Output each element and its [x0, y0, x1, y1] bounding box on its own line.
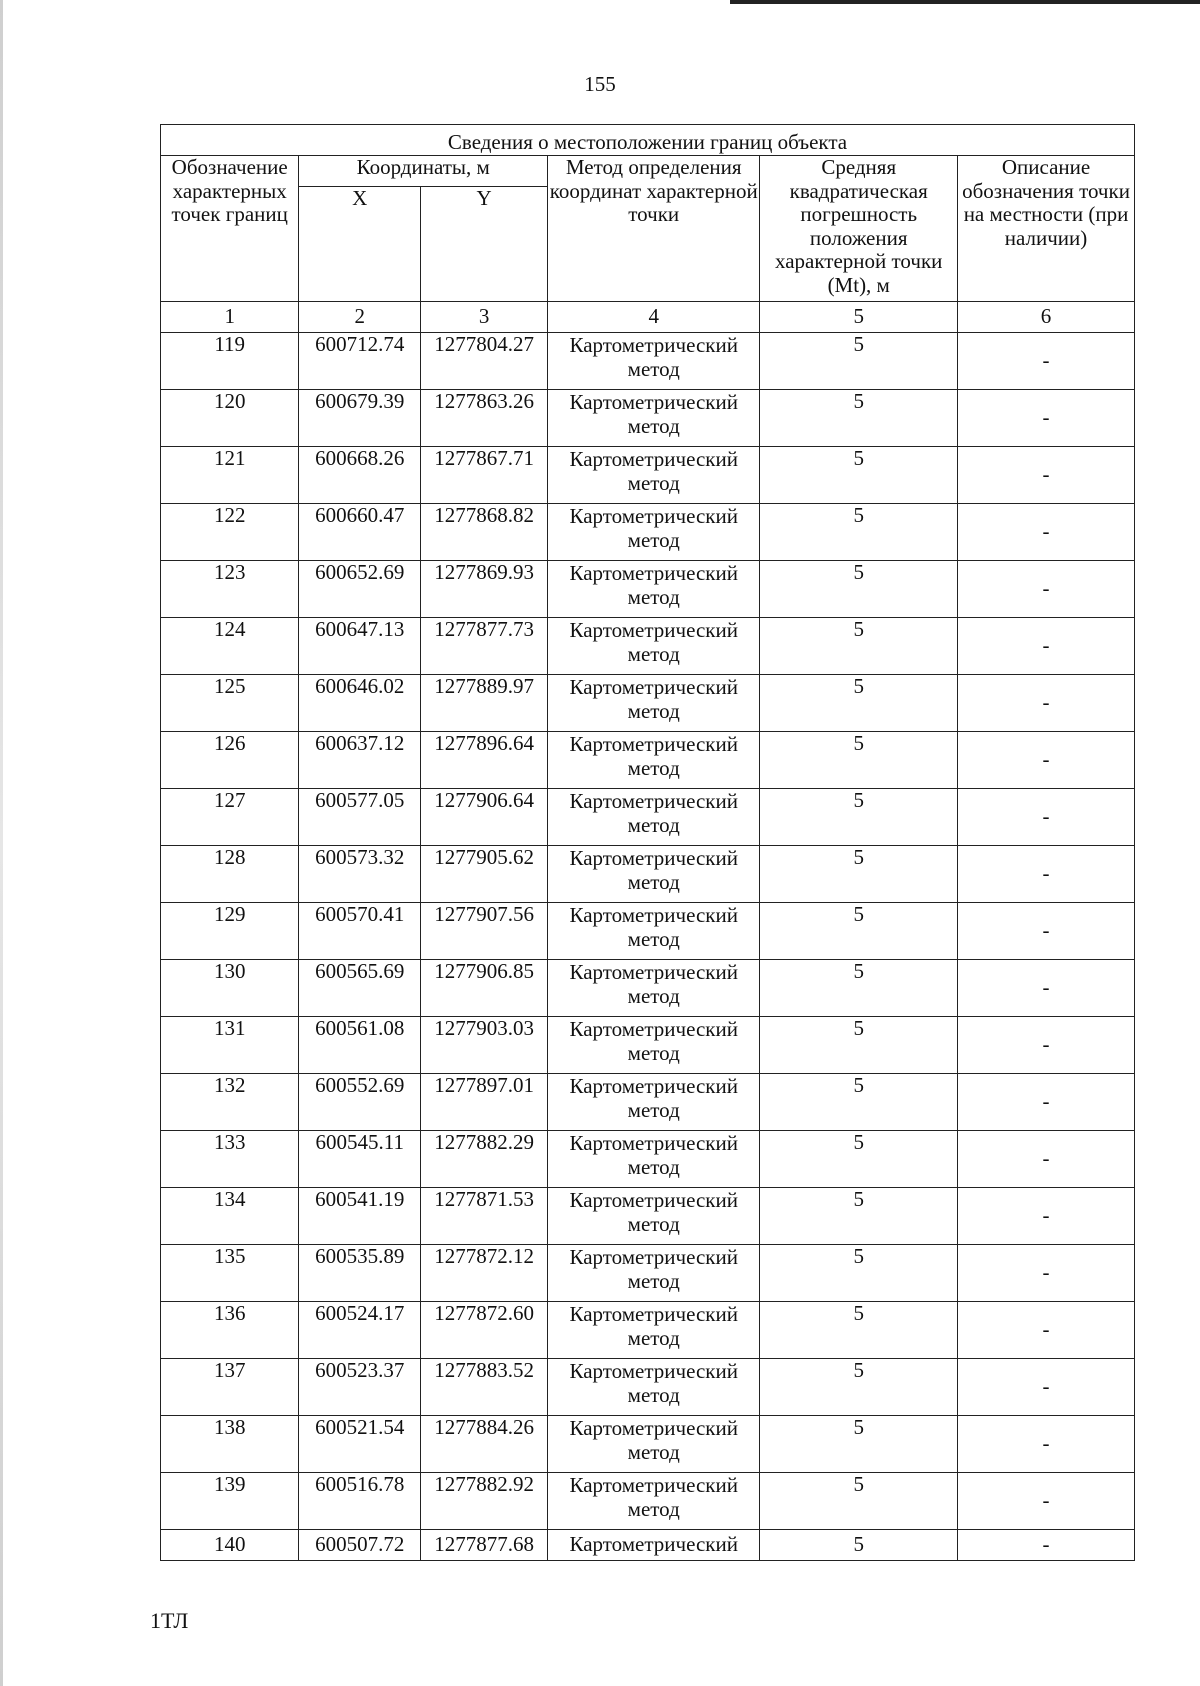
- cell-x: 600523.37: [299, 1359, 421, 1416]
- page-number: 155: [584, 72, 616, 96]
- cell-method: Картометрический метод: [548, 1131, 760, 1188]
- cell-x: 600545.11: [299, 1131, 421, 1188]
- cell-method: Картометрический метод: [548, 960, 760, 1017]
- table-row: [161, 675, 1135, 732]
- cell-y: 1277877.73: [421, 618, 548, 675]
- table-row: [161, 732, 1135, 789]
- cell-method: Картометрический метод: [548, 561, 760, 618]
- cell-description: -: [958, 1131, 1135, 1188]
- cell-y: 1277882.92: [421, 1473, 548, 1530]
- table-row-last: [161, 1530, 1135, 1561]
- table-row: [161, 1074, 1135, 1131]
- column-number-3: 3: [421, 302, 548, 333]
- cell-y: 1277872.12: [421, 1245, 548, 1302]
- cell-description: -: [958, 1074, 1135, 1131]
- cell-method: Картометрический метод: [548, 1017, 760, 1074]
- cell-point: 121: [161, 447, 299, 504]
- cell-x: 600679.39: [299, 390, 421, 447]
- cell-error: 5: [760, 1017, 958, 1074]
- cell-point: 120: [161, 390, 299, 447]
- cell-point: 135: [161, 1245, 299, 1302]
- table-row: [161, 618, 1135, 675]
- table-row: [161, 1416, 1135, 1473]
- cell-x: 600660.47: [299, 504, 421, 561]
- cell-x: 600573.32: [299, 846, 421, 903]
- cell-y: 1277884.26: [421, 1416, 548, 1473]
- table-row: [161, 333, 1135, 390]
- cell-error: 5: [760, 675, 958, 732]
- table-row: [161, 960, 1135, 1017]
- cell-method: Картометрический метод: [548, 1473, 760, 1530]
- column-number-6: 6: [958, 302, 1135, 333]
- cell-y: 1277863.26: [421, 390, 548, 447]
- cell-y: 1277868.82: [421, 504, 548, 561]
- cell-y: 1277889.97: [421, 675, 548, 732]
- cell-error: 5: [760, 1302, 958, 1359]
- table-row: [161, 789, 1135, 846]
- cell-description: -: [958, 1188, 1135, 1245]
- footer-mark: 1ТЛ: [150, 1608, 189, 1633]
- cell-y: 1277871.53: [421, 1188, 548, 1245]
- cell-description: -: [958, 789, 1135, 846]
- cell-x: 600561.08: [299, 1017, 421, 1074]
- cell-y: 1277905.62: [421, 846, 548, 903]
- boundary-coordinates-table: [160, 124, 1135, 1561]
- cell-error: 5: [760, 732, 958, 789]
- cell-method: Картометрический метод: [548, 618, 760, 675]
- cell-x: 600524.17: [299, 1302, 421, 1359]
- cell-x: 600535.89: [299, 1245, 421, 1302]
- cell-description: -: [958, 1473, 1135, 1530]
- cell-point: 124: [161, 618, 299, 675]
- cell-point: 119: [161, 333, 299, 390]
- cell-method: Картометрический метод: [548, 504, 760, 561]
- cell-error: 5: [760, 960, 958, 1017]
- cell-y: 1277867.71: [421, 447, 548, 504]
- table-body: [161, 333, 1135, 1561]
- cell-y: 1277872.60: [421, 1302, 548, 1359]
- table-row: [161, 903, 1135, 960]
- cell-x: 600577.05: [299, 789, 421, 846]
- cell-x: 600521.54: [299, 1416, 421, 1473]
- table-row: [161, 1245, 1135, 1302]
- cell-method: Картометрический: [548, 1530, 760, 1561]
- cell-y: 1277906.85: [421, 960, 548, 1017]
- cell-y: 1277906.64: [421, 789, 548, 846]
- cell-x: 600646.02: [299, 675, 421, 732]
- cell-method: Картометрический метод: [548, 333, 760, 390]
- cell-description: -: [958, 903, 1135, 960]
- cell-x: 600570.41: [299, 903, 421, 960]
- cell-description: -: [958, 504, 1135, 561]
- cell-method: Картометрический метод: [548, 1245, 760, 1302]
- header-error: Средняя квадратическая погрешность положения характерной точки (Mt), м: [760, 156, 958, 302]
- cell-description: -: [958, 1530, 1135, 1561]
- cell-point: 125: [161, 675, 299, 732]
- cell-point: 137: [161, 1359, 299, 1416]
- table-row: [161, 1359, 1135, 1416]
- cell-description: -: [958, 732, 1135, 789]
- cell-method: Картометрический метод: [548, 1302, 760, 1359]
- cell-point: 140: [161, 1530, 299, 1561]
- cell-description: -: [958, 1416, 1135, 1473]
- cell-error: 5: [760, 1530, 958, 1561]
- column-number-2: 2: [299, 302, 421, 333]
- cell-method: Картометрический метод: [548, 903, 760, 960]
- table-row: [161, 1188, 1135, 1245]
- table-row: [161, 561, 1135, 618]
- cell-point: 136: [161, 1302, 299, 1359]
- cell-method: Картометрический метод: [548, 1074, 760, 1131]
- table-row: [161, 390, 1135, 447]
- cell-x: 600668.26: [299, 447, 421, 504]
- cell-point: 139: [161, 1473, 299, 1530]
- cell-y: 1277896.64: [421, 732, 548, 789]
- cell-point: 138: [161, 1416, 299, 1473]
- cell-x: 600516.78: [299, 1473, 421, 1530]
- cell-description: -: [958, 675, 1135, 732]
- header-y: Y: [421, 187, 548, 302]
- cell-point: 130: [161, 960, 299, 1017]
- cell-method: Картометрический метод: [548, 1416, 760, 1473]
- cell-point: 128: [161, 846, 299, 903]
- table-row: [161, 846, 1135, 903]
- header-method: Метод определения координат характерной точки: [548, 156, 760, 302]
- cell-point: 127: [161, 789, 299, 846]
- cell-y: 1277897.01: [421, 1074, 548, 1131]
- header-x: X: [299, 187, 421, 302]
- cell-point: 129: [161, 903, 299, 960]
- cell-error: 5: [760, 846, 958, 903]
- scan-left-edge: [0, 0, 3, 1686]
- cell-y: 1277804.27: [421, 333, 548, 390]
- cell-description: -: [958, 447, 1135, 504]
- cell-point: 126: [161, 732, 299, 789]
- table-row: [161, 1131, 1135, 1188]
- cell-point: 133: [161, 1131, 299, 1188]
- cell-description: -: [958, 561, 1135, 618]
- header-designation: Обозначение характерных точек границ: [161, 156, 299, 302]
- cell-method: Картометрический метод: [548, 1188, 760, 1245]
- column-number-4: 4: [548, 302, 760, 333]
- cell-description: -: [958, 960, 1135, 1017]
- cell-description: -: [958, 390, 1135, 447]
- cell-x: 600637.12: [299, 732, 421, 789]
- cell-x: 600507.72: [299, 1530, 421, 1561]
- table-row: [161, 1017, 1135, 1074]
- cell-description: -: [958, 618, 1135, 675]
- cell-error: 5: [760, 1188, 958, 1245]
- cell-method: Картометрический метод: [548, 846, 760, 903]
- cell-point: 122: [161, 504, 299, 561]
- cell-x: 600552.69: [299, 1074, 421, 1131]
- cell-error: 5: [760, 1131, 958, 1188]
- cell-point: 123: [161, 561, 299, 618]
- header-description: Описание обозначения точки на местности (при наличии): [958, 156, 1135, 302]
- cell-error: 5: [760, 333, 958, 390]
- cell-y: 1277869.93: [421, 561, 548, 618]
- column-number-5: 5: [760, 302, 958, 333]
- cell-y: 1277882.29: [421, 1131, 548, 1188]
- table-row: [161, 504, 1135, 561]
- cell-method: Картометрический метод: [548, 447, 760, 504]
- cell-method: Картометрический метод: [548, 789, 760, 846]
- cell-x: 600647.13: [299, 618, 421, 675]
- cell-description: -: [958, 1017, 1135, 1074]
- cell-description: -: [958, 1359, 1135, 1416]
- cell-method: Картометрический метод: [548, 732, 760, 789]
- cell-description: -: [958, 846, 1135, 903]
- cell-error: 5: [760, 447, 958, 504]
- cell-error: 5: [760, 1416, 958, 1473]
- cell-point: 134: [161, 1188, 299, 1245]
- cell-error: 5: [760, 789, 958, 846]
- cell-description: -: [958, 333, 1135, 390]
- cell-x: 600565.69: [299, 960, 421, 1017]
- cell-error: 5: [760, 1245, 958, 1302]
- cell-error: 5: [760, 561, 958, 618]
- cell-y: 1277903.03: [421, 1017, 548, 1074]
- cell-method: Картометрический метод: [548, 1359, 760, 1416]
- cell-method: Картометрический метод: [548, 675, 760, 732]
- cell-error: 5: [760, 1473, 958, 1530]
- cell-x: 600541.19: [299, 1188, 421, 1245]
- cell-y: 1277877.68: [421, 1530, 548, 1561]
- cell-x: 600712.74: [299, 333, 421, 390]
- cell-error: 5: [760, 390, 958, 447]
- table-row: [161, 1473, 1135, 1530]
- table-row: [161, 1302, 1135, 1359]
- column-number-1: 1: [161, 302, 299, 333]
- cell-error: 5: [760, 1359, 958, 1416]
- cell-point: 132: [161, 1074, 299, 1131]
- cell-x: 600652.69: [299, 561, 421, 618]
- table-caption: Сведения о местоположении границ объекта: [161, 125, 1135, 156]
- header-coordinates: Координаты, м: [299, 156, 548, 187]
- cell-description: -: [958, 1245, 1135, 1302]
- cell-description: -: [958, 1302, 1135, 1359]
- table-row: [161, 447, 1135, 504]
- cell-y: 1277907.56: [421, 903, 548, 960]
- cell-error: 5: [760, 618, 958, 675]
- cell-error: 5: [760, 504, 958, 561]
- cell-method: Картометрический метод: [548, 390, 760, 447]
- cell-error: 5: [760, 1074, 958, 1131]
- cell-y: 1277883.52: [421, 1359, 548, 1416]
- cell-point: 131: [161, 1017, 299, 1074]
- top-edge-rule: [730, 0, 1200, 4]
- cell-error: 5: [760, 903, 958, 960]
